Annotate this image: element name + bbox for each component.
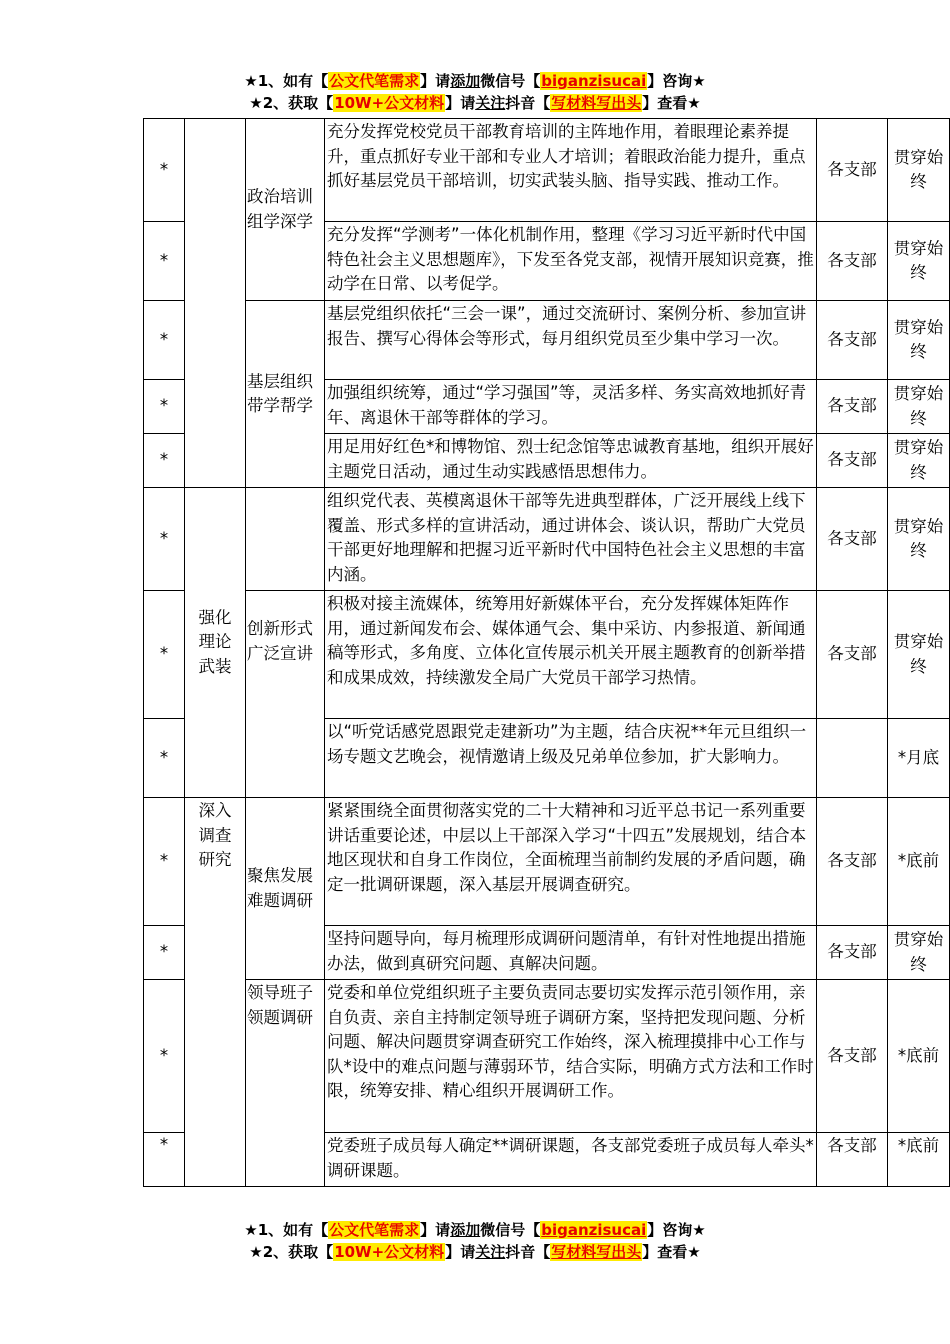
time-limit: 贯穿始终 [888, 222, 950, 301]
row-number: * [144, 926, 185, 980]
responsible-unit: 各支部 [817, 980, 888, 1133]
time-limit: *月底 [888, 719, 950, 798]
time-limit: *底前 [888, 1133, 950, 1187]
responsible-unit [817, 719, 888, 798]
wechat-id: biganzisucai [541, 1221, 647, 1239]
douyin-id: 写材料写出头 [551, 94, 642, 112]
banner-text: ★1、如有【 [244, 72, 329, 90]
subcategory-cell: 创新形式广泛宣讲 [246, 591, 325, 798]
table-row [144, 119, 950, 222]
responsible-unit: 各支部 [817, 301, 888, 380]
category-cell: 深入调查研究 [185, 798, 246, 1187]
footer-banner [0, 1219, 950, 1263]
responsible-unit: 各支部 [817, 591, 888, 719]
task-content: 用足用好红色*和博物馆、烈士纪念馆等忠诚教育基地，组织开展好主题党日活动，通过生动实践感悟思想伟力。 [325, 434, 817, 488]
subcategory-cell: 政治培训组学深学 [246, 119, 325, 301]
banner-text: 】请 [420, 1221, 451, 1239]
banner-text: 抖音【 [505, 94, 551, 112]
banner-text: 微信号【 [480, 1221, 541, 1239]
task-content: 党委班子成员每人确定**调研课题，各支部党委班子成员每人牵头*调研课题。 [325, 1133, 817, 1187]
task-content: 基层党组织依托“三会一课”，通过交流研讨、案例分析、参加宣讲报告、撰写心得体会等形式，每月组织党员至少集中学习一次。 [325, 301, 817, 380]
task-content: 以“听党话感党恩跟党走建新功”为主题，结合庆祝**年元旦组织一场专题文艺晚会，视情邀请上级及兄弟单位参加，扩大影响力。 [325, 719, 817, 798]
responsible-unit: 各支部 [817, 926, 888, 980]
time-limit: 贯穿始终 [888, 488, 950, 591]
banner-underline: 添加 [450, 1221, 481, 1239]
category-cell-empty [185, 119, 246, 488]
responsible-unit: 各支部 [817, 488, 888, 591]
banner-text: 】请 [445, 1243, 476, 1261]
banner-text: ★1、如有【 [244, 1221, 329, 1239]
responsible-unit: 各支部 [817, 119, 888, 222]
time-limit: 贯穿始终 [888, 119, 950, 222]
time-limit: 贯穿始终 [888, 926, 950, 980]
banner-underline: 添加 [450, 72, 481, 90]
banner-text: ★2、获取【 [249, 1243, 334, 1261]
task-content: 加强组织统筹，通过“学习强国”等，灵活多样、务实高效地抓好青年、离退休干部等群体的学习。 [325, 380, 817, 434]
table-row [144, 591, 950, 719]
subcategory-cell: 基层组织带学帮学 [246, 301, 325, 488]
responsible-unit: 各支部 [817, 434, 888, 488]
time-limit: 贯穿始终 [888, 380, 950, 434]
task-content: 充分发挥党校党员干部教育培训的主阵地作用，着眼理论素养提升，重点抓好专业干部和专业人才培训；着眼政治能力提升，重点抓好基层党员干部培训，切实武装头脑、指导实践、推动工作。 [325, 119, 817, 222]
row-number: * [144, 1133, 185, 1187]
banner-line-1 [0, 70, 950, 92]
row-number: * [144, 980, 185, 1133]
banner-highlight: 公文代笔需求 [329, 72, 420, 90]
banner-text: 】请 [420, 72, 451, 90]
time-limit: 贯穿始终 [888, 591, 950, 719]
banner-highlight: 10W+公文材料 [334, 94, 445, 112]
category-cell: 强化理论武装 [185, 488, 246, 798]
responsible-unit: 各支部 [817, 222, 888, 301]
table-row [144, 798, 950, 926]
table-row [144, 488, 950, 591]
subcategory-cell-empty [246, 488, 325, 591]
banner-text: 】查看★ [642, 1243, 701, 1261]
time-limit: *底前 [888, 798, 950, 926]
time-limit: *底前 [888, 980, 950, 1133]
row-number: * [144, 222, 185, 301]
task-content: 紧紧围绕全面贯彻落实党的二十大精神和习近平总书记一系列重要讲话重要论述，中层以上干部深入学习“十四五”发展规划，结合本地区现状和自身工作岗位，全面梳理当前制约发展的矛盾问题，确定一批调研课题，深入基层开展调查研究。 [325, 798, 817, 926]
banner-text: ★2、获取【 [249, 94, 334, 112]
subcategory-cell: 聚焦发展难题调研 [246, 798, 325, 980]
banner-underline: 关注 [475, 1243, 506, 1261]
task-content: 积极对接主流媒体，统筹用好新媒体平台，充分发挥媒体矩阵作用，通过新闻发布会、媒体通气会、集中采访、内参报道、新闻通稿等形式，多角度、立体化宣传展示机关开展主题教育的创新举措和成果成效，持续激发全局广大党员干部学习热情。 [325, 591, 817, 719]
row-number: * [144, 119, 185, 222]
banner-text: 】咨询★ [647, 72, 706, 90]
banner-highlight: 10W+公文材料 [334, 1243, 445, 1261]
responsible-unit: 各支部 [817, 1133, 888, 1187]
row-number: * [144, 488, 185, 591]
header-banner [0, 70, 950, 114]
row-number: * [144, 434, 185, 488]
banner-text: 】请 [445, 94, 476, 112]
banner-line-1 [0, 1219, 950, 1241]
table-row [144, 301, 950, 380]
subcategory-cell: 领导班子领题调研 [246, 980, 325, 1187]
banner-text: 抖音【 [505, 1243, 551, 1261]
responsible-unit: 各支部 [817, 380, 888, 434]
task-content: 充分发挥“学测考”一体化机制作用，整理《学习习近平新时代中国特色社会主义思想题库》，下发至各党支部，视情开展知识竞赛，推动学在日常、以考促学。 [325, 222, 817, 301]
wechat-id: biganzisucai [541, 72, 647, 90]
banner-text: 微信号【 [480, 72, 541, 90]
task-content: 组织党代表、英模离退休干部等先进典型群体，广泛开展线上线下覆盖、形式多样的宣讲活动，通过讲体会、谈认识，帮助广大党员干部更好地理解和把握习近平新时代中国特色社会主义思想的丰富内涵。 [325, 488, 817, 591]
task-content: 党委和单位党组织班子主要负责同志要切实发挥示范引领作用，亲自负责、亲自主持制定领导班子调研方案，坚持把发现问题、分析问题、解决问题贯穿调查研究工作始终，深入梳理摸排中心工作与队*设中的难点问题与薄弱环节，结合实际，明确方式方法和工作时限，统筹安排、精心组织开展调研工作。 [325, 980, 817, 1133]
banner-line-2 [0, 1241, 950, 1263]
banner-text: 】查看★ [642, 94, 701, 112]
banner-highlight: 公文代笔需求 [329, 1221, 420, 1239]
row-number: * [144, 380, 185, 434]
banner-line-2 [0, 92, 950, 114]
row-number: * [144, 798, 185, 926]
table-row [144, 980, 950, 1133]
time-limit: 贯穿始终 [888, 434, 950, 488]
banner-underline: 关注 [475, 94, 506, 112]
douyin-id: 写材料写出头 [551, 1243, 642, 1261]
time-limit: 贯穿始终 [888, 301, 950, 380]
row-number: * [144, 301, 185, 380]
task-content: 坚持问题导向，每月梳理形成调研问题清单，有针对性地提出措施办法，做到真研究问题、真解决问题。 [325, 926, 817, 980]
task-table [143, 118, 950, 1187]
responsible-unit: 各支部 [817, 798, 888, 926]
row-number: * [144, 591, 185, 719]
row-number: * [144, 719, 185, 798]
banner-text: 】咨询★ [647, 1221, 706, 1239]
